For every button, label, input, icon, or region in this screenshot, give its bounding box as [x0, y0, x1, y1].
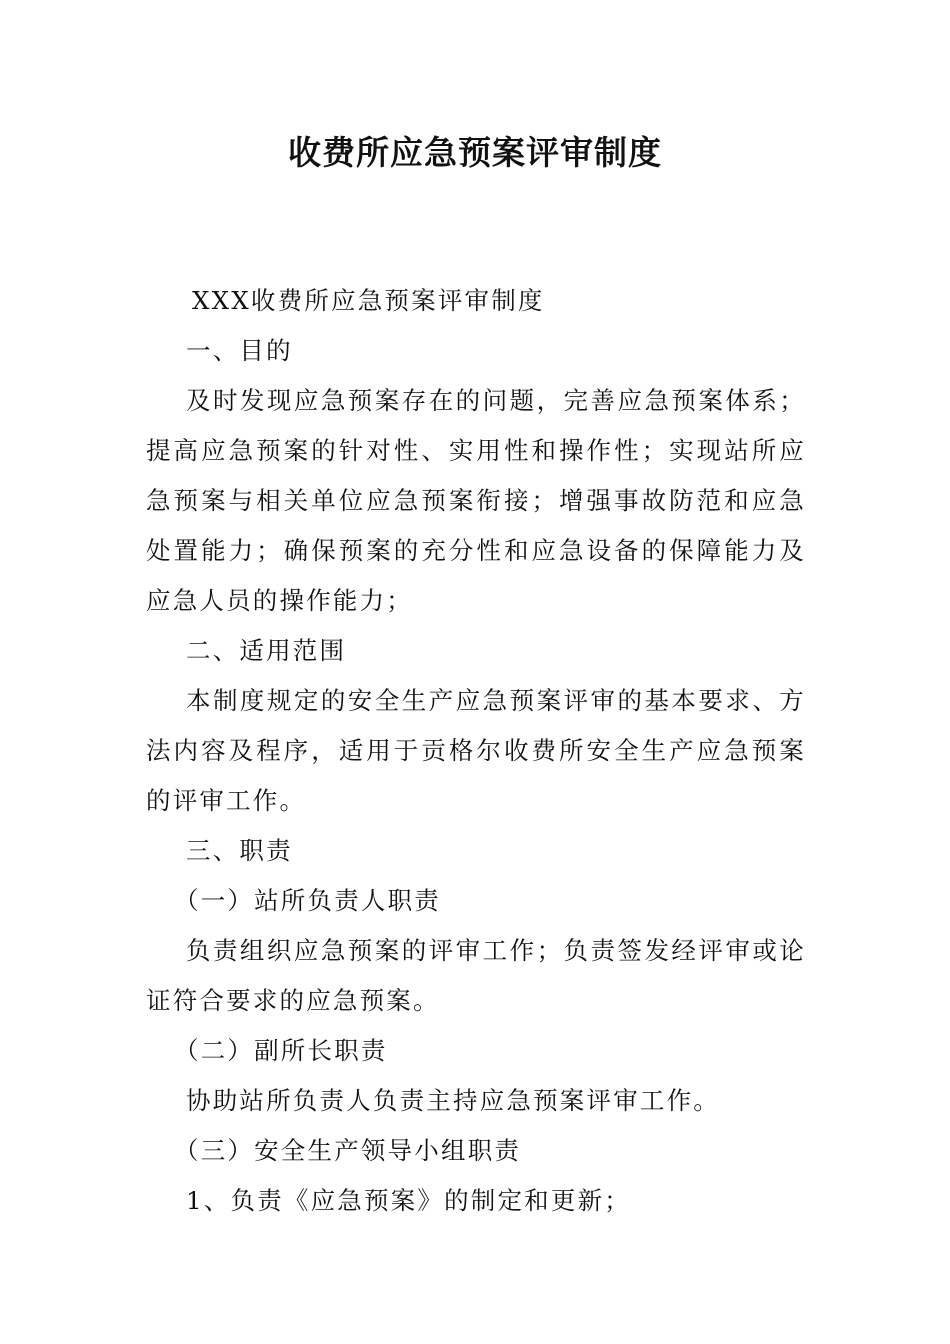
document-body — [146, 276, 806, 1226]
section-heading-purpose: 一、目的 — [186, 336, 293, 365]
subsection-heading-safety-group: （三）安全生产领导小组职责 — [174, 1136, 522, 1165]
list-item: 1、负责《应急预案》的制定和更新； — [186, 1186, 631, 1215]
document-title: 收费所应急预案评审制度 — [288, 133, 662, 172]
subsection-body-deputy: 协助站所负责人负责主持应急预案评审工作。 — [186, 1086, 720, 1115]
section-body-scope: 本制度规定的安全生产应急预案评审的基本要求、方法内容及程序，适用于贡格尔收费所安全生产应急预案的评审工作。 — [146, 686, 806, 815]
subsection-body-station-head: 负责组织应急预案的评审工作；负责签发经评审或论证符合要求的应急预案。 — [146, 936, 806, 1015]
section-heading-scope: 二、适用范围 — [186, 636, 347, 665]
section-body-purpose: 及时发现应急预案存在的问题，完善应急预案体系；提高应急预案的针对性、实用性和操作性；实现站所应急预案与相关单位应急预案衔接；增强事故防范和应急处置能力；确保预案的充分性和应急设备的保障能力及应急人员的操作能力； — [146, 386, 806, 615]
subsection-heading-deputy: （二）副所长职责 — [174, 1036, 388, 1065]
subsection-heading-station-head: （一）站所负责人职责 — [174, 886, 441, 915]
document-subtitle: XXX收费所应急预案评审制度 — [192, 286, 545, 315]
section-heading-duties: 三、职责 — [186, 836, 293, 865]
